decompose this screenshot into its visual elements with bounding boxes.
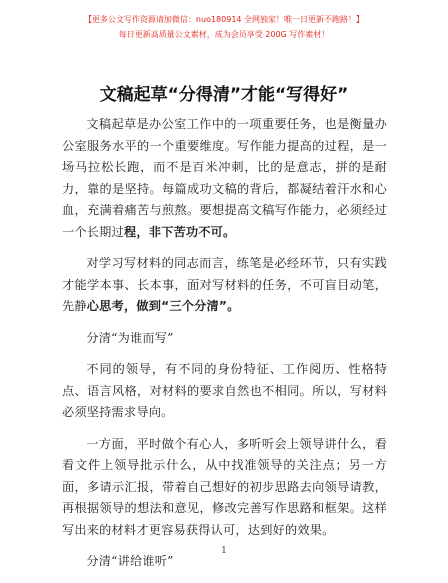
promo-banner-line2: 每日更新高质量公文素材，成为会员享受 200G 写作素材！: [118, 30, 330, 39]
paragraph-1-bold: 程，非下苦功不可。: [123, 224, 236, 239]
document-title: 文稿起草“分得清”才能“写得好”: [99, 85, 349, 105]
paragraph-1-text: 文稿起草是办公室工作中的一项重要任务，也是衡量办公室服务水平的一个重要维度。写作能力提高的过程，是一场马拉松长跑，而不是百米冲刺，比的是意志，拼的是耐力，靠的是坚持。每篇成功文稿的背后，都凝结着汗水和心血，充满着痛苦与煎熬。要想提高文稿写作能力，必须经过一个长期过: [62, 117, 387, 239]
section-heading-1: 分清“为谁而写”: [86, 330, 174, 345]
paragraph-3: 不同的领导，有不同的身份特征、工作阅历、性格特点、语言风格，对材料的要求自然也不相同。所以，写材料必须坚持需求导向。: [62, 362, 387, 419]
section-heading-2: 分清“讲给谁听”: [86, 554, 174, 568]
page-number: 1: [221, 546, 227, 556]
paragraph-2-bold: 心思考，做到“三个分清”。: [86, 299, 240, 313]
paragraph-4: 一方面，平时做个有心人，多听听会上领导讲什么，看看文件上领导批示什么，从中找准领导的关注点；另一方面，多请示汇报，带着自己想好的初步思路去向领导请教，再根据领导的想法和意见，修改完善写作思路和框架。这样写出来的材料才更容易获得认可，达到好的效果。: [62, 436, 387, 537]
document-body: [62, 114, 387, 583]
paragraph-2-text: 对学习写材料的同志而言，练笔是必经环节，只有实践才能学本事、长本事，面对写材料的任务，不可盲目动笔，先静: [62, 256, 387, 313]
paragraph-1: [62, 114, 387, 243]
promo-banner-line1: 【更多公文写作资源请加微信：nuo180914 全网独家！唯一日更新不跑路！】: [83, 15, 365, 24]
paragraph-2: [62, 253, 387, 318]
